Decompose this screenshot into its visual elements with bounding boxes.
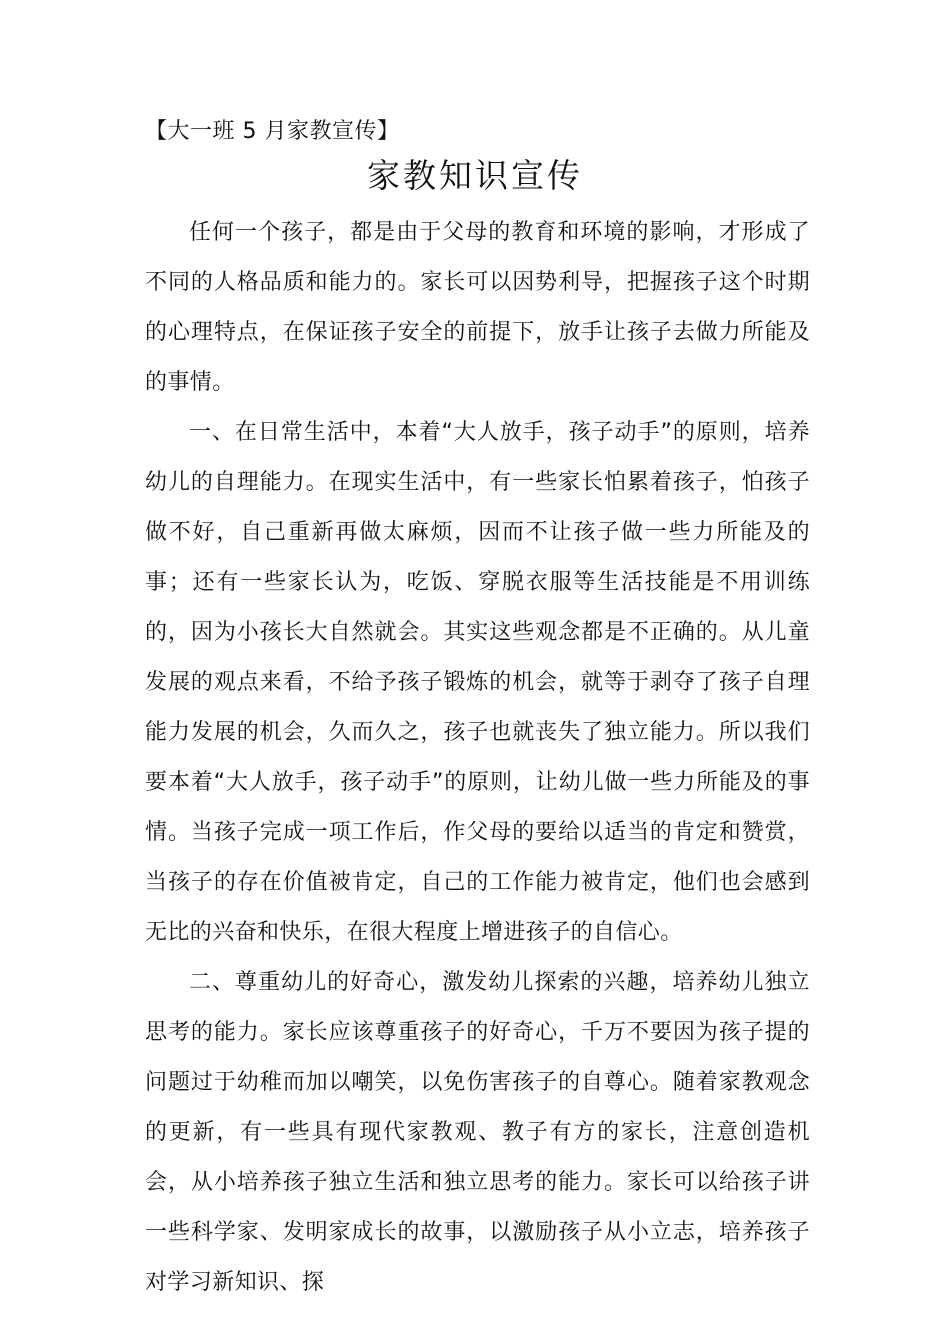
body-text: [145, 208, 810, 1308]
paragraph-section-one: 一、在日常生活中，本着“大人放手，孩子动手”的原则，培养幼儿的自理能力。在现实生活中，有一些家长怕累着孩子，怕孩子做不好，自己重新再做太麻烦，因而不让孩子做一些力所能及的事；还有一些家长认为，吃饭、穿脱衣服等生活技能是不用训练的，因为小孩长大自然就会。其实这些观念都是不正确的。从儿童发展的观点来看，不给予孩子锻炼的机会，就等于剥夺了孩子自理能力发展的机会，久而久之，孩子也就丧失了独立能力。所以我们要本着“大人放手，孩子动手”的原则，让幼儿做一些力所能及的事情。当孩子完成一项工作后，作父母的要给以适当的肯定和赞赏，当孩子的存在价值被肯定，自己的工作能力被肯定，他们也会感到无比的兴奋和快乐，在很大程度上增进孩子的自信心。: [145, 420, 810, 945]
header-tag: 【大一班 5 月家教宣传】: [145, 119, 400, 144]
paragraph-section-two: 二、尊重幼儿的好奇心，激发幼儿探索的兴趣，培养幼儿独立思考的能力。家长应该尊重孩子的好奇心，千万不要因为孩子提的问题过于幼稚而加以嘲笑，以免伤害孩子的自尊心。随着家教观念的更新，有一些具有现代家教观、教子有方的家长，注意创造机会，从小培养孩子独立生活和独立思考的能力。家长可以给孩子讲一些科学家、发明家成长的故事，以激励孩子从小立志，培养孩子对学习新知识、探: [145, 970, 810, 1295]
paragraph-intro: 任何一个孩子，都是由于父母的教育和环境的影响，才形成了不同的人格品质和能力的。家长可以因势利导，把握孩子这个时期的心理特点，在保证孩子安全的前提下，放手让孩子去做力所能及的事情。: [145, 220, 810, 395]
document-title: 家教知识宣传: [367, 156, 583, 195]
